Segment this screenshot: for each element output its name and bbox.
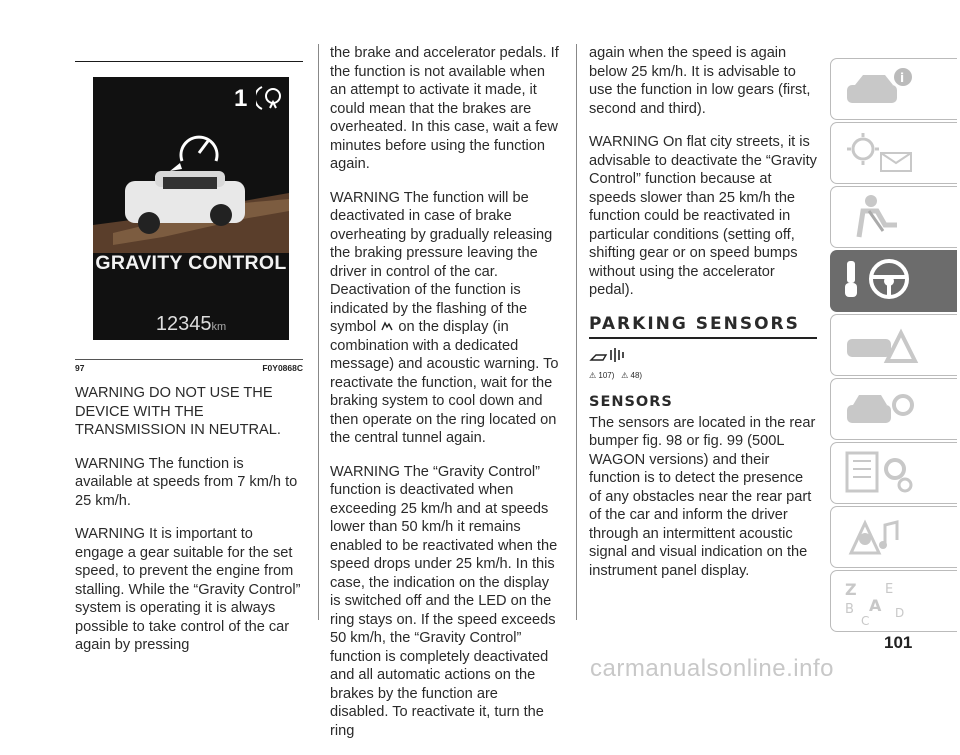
figure-caption-rule [75,359,303,360]
car-on-slope-image [93,163,289,253]
figure-code: F0Y0868C [262,363,303,373]
column-divider-2 [576,44,577,620]
paragraph-part: WARNING The function will be deactivated in case of brake overheating by gradually releasing the braking pressure leaving the driver in control of the car. Deactivation of the function is indicated by the flashing of the symbol [330,189,553,335]
car-maintenance-icon [841,385,921,433]
svg-text:i: i [900,71,905,85]
svg-text:E: E [885,582,894,597]
paragraph: WARNING The function is available at speeds from 7 km/h to 25 km/h. [75,455,298,509]
column-divider-1 [318,44,319,620]
tab-emergency[interactable] [830,314,957,376]
odometer-value: 12345 [155,313,212,335]
gravity-control-warning-icon [256,83,284,113]
paragraph: WARNING The “Gravity Control” function is deactivated when exceeding 25 km/h and at speeds lower than 50 km/h it remains enabled to be reactivated when the speed drops under 25 km/h. In this case, the indication on the display is switched off and the LED on the ring stays on. If the speed exceeds 50 km/h, the “Gravity Control” function is completely deactivated and all automatic actions on the brakes by the function are disabled. To reactivate it, turn the ring [330,463,558,739]
text-column-1 [75,384,303,670]
key-steering-wheel-icon [841,257,921,305]
heading-underline [589,337,817,339]
tab-multimedia[interactable] [830,506,957,568]
tab-safety[interactable] [830,186,957,248]
tab-maintenance[interactable] [830,378,957,440]
gravity-control-display-figure [93,77,289,340]
tab-car-info[interactable] [830,58,957,120]
gravity-control-title: GRAVITY CONTROL [95,252,287,274]
tab-technical-data[interactable] [830,442,957,504]
reference-107: 107) [598,370,615,380]
svg-text:D: D [895,606,905,620]
paragraph: The sensors are located in the rear bumper fig. 98 or fig. 99 (500L WAGON versions) and their function is to detect the presence of any obstacles near the rear part of the car and inform the driver through an intermittent acoustic signal and visual indication on the instrument panel display. [589,414,816,579]
paragraph-part: on the display (in combination with a dedicated message) and acoustic warning. To reactivate the function, wait for the braking system to cool down and then operate on the ring located on the central tunnel again. [330,319,559,446]
warning-lights-icon [841,129,921,177]
paragraph [330,189,560,448]
seat-safety-icon [841,193,921,241]
paragraph: WARNING On flat city streets, it is advisable to deactivate the “Gravity Control” function because at speeds slower than 25 km/h the function could be reactivated in particular conditions (setting off, shifting gear or on speed bumps without using the accelerator pedal). [589,134,817,298]
paragraph: WARNING DO NOT USE THE DEVICE WITH THE TRANSMISSION IN NEUTRAL. [75,385,281,438]
svg-text:Z: Z [845,580,857,599]
technical-data-icon [841,449,921,497]
svg-text:B: B [845,602,854,617]
page-number: 101 [884,633,913,652]
multimedia-icon [841,513,921,561]
top-rule-col1 [75,61,303,62]
reference-48: 48) [630,370,643,380]
paragraph: the brake and accelerator pedals. If the function is not available when an attempt to activate it made, it could mean that the brakes are overheated. In this case, wait a few minutes before using the function again. [330,45,559,172]
gear-indicator: 1 [234,85,248,112]
car-info-icon [841,65,921,113]
svg-text:A: A [869,596,882,615]
warning-references [589,367,819,386]
warning-triangle-icon: ⚠ [589,370,597,380]
text-column-2 [330,44,560,755]
subsection-heading: SENSORS [589,394,673,410]
section-heading: PARKING SENSORS [589,313,800,334]
odometer-readout [93,313,289,336]
tab-index[interactable] [830,570,957,632]
tab-warning-lights[interactable] [830,122,957,184]
text-column-3 [589,44,819,595]
watermark-text: carmanualsonline.info [590,655,834,682]
svg-text:C: C [861,614,870,625]
caution-triangle-icon: ⚠ [621,370,629,380]
index-icon [841,577,921,625]
odometer-unit: km [211,321,227,333]
gravity-control-symbol-icon [380,319,394,333]
paragraph: again when the speed is again below 25 km/h. It is advisable to use the function in low gears (first, second and third). [589,45,811,117]
figure-number: 97 [75,363,85,373]
paragraph: WARNING It is important to engage a gear suitable for the set speed, to prevent the engine from stalling. While the “Gravity Control” system is operating it is always possible to take control of the car again by pressing [75,526,301,653]
emergency-triangle-icon [841,321,921,369]
parking-sensor-symbol-icon [589,345,629,365]
tab-starting-driving[interactable] [830,250,957,312]
